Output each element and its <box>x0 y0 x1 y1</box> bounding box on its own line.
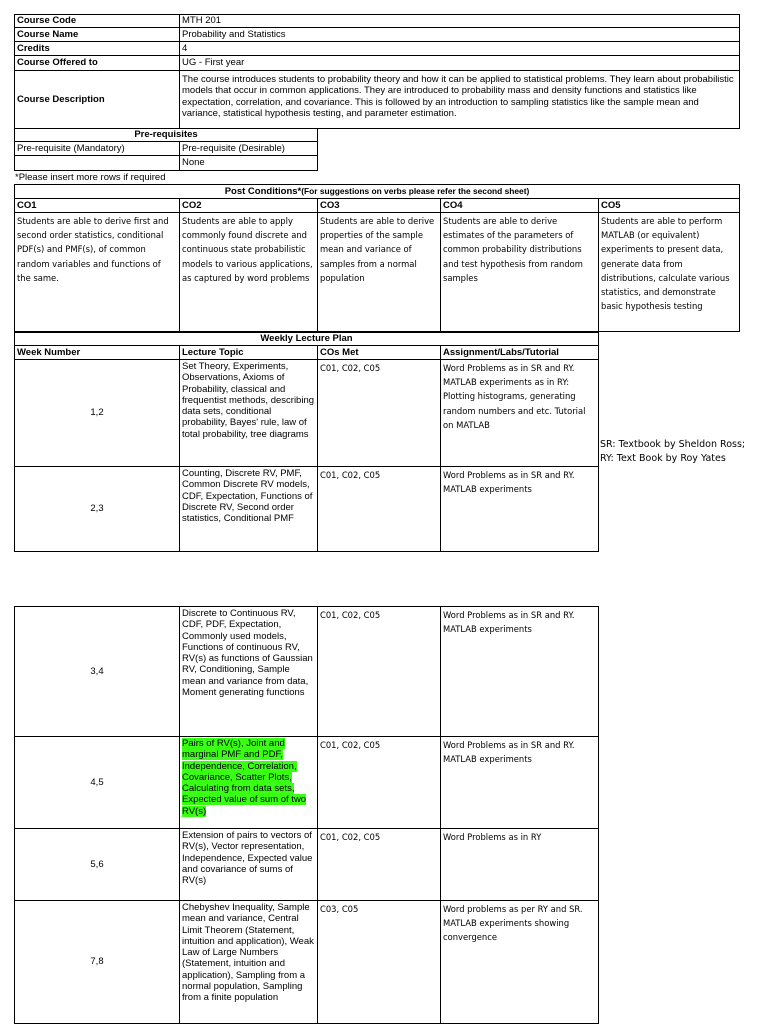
table-row-topic: Discrete to Continuous RV, CDF, PDF, Expectation, Commonly used models, Functions of continuous RV, RV(s) as functions of Gaussian RV, Conditioning, Sample mean and variance from data, Moment generating functions <box>179 606 318 737</box>
table-row-week: 3,4 <box>14 606 180 737</box>
table-row-week: 7,8 <box>14 900 180 1024</box>
co1-header: CO1 <box>14 198 180 213</box>
prereq-mandatory-label: Pre-requisite (Mandatory) <box>14 141 180 156</box>
course-description-value: The course introduces students to probability theory and how it can be applied to statistical problems. They learn about probabilistic models that occur in common applications. They are introduced to probability mass and density functions and statistics like expectation, correlation, and covariance. This is followed by an introduction to sampling statistics like the sample mean and variance, statistical hypothesis testing, and parameter estimation. <box>179 70 740 129</box>
prereq-heading: Pre-requisites <box>14 128 318 142</box>
table-row-assignment: Word Problems as in SR and RY. MATLAB experiments <box>440 606 599 737</box>
offered-to-value: UG - First year <box>179 55 740 71</box>
co5-text: Students are able to perform MATLAB (or equivalent) experiments to present data, generate data from distributions, calculate various statistics, and demonstrate basic hypothesis testing <box>598 212 740 332</box>
table-row-assignment: Word Problems as in RY <box>440 828 599 901</box>
lecture-plan-heading: Weekly Lecture Plan <box>14 332 599 346</box>
cos-met-header: COs Met <box>317 345 441 360</box>
table-row-week: 2,3 <box>14 466 180 552</box>
co2-text: Students are able to apply commonly found discrete and continuous state probabilistic models to various applications, as captured by word problems <box>179 212 318 332</box>
table-row-topic: Counting, Discrete RV, PMF, Common Discrete RV models, CDF, Expectation, Functions of Discrete RV, Second order statistics, Conditional PMF <box>179 466 318 552</box>
table-row-week: 1,2 <box>14 359 180 467</box>
co3-header: CO3 <box>317 198 441 213</box>
table-row-cos: C03, C05 <box>317 900 441 1024</box>
prereq-desirable-value: None <box>179 155 318 171</box>
table-row-topic: Chebyshev Inequality, Sample mean and variance, Central Limit Theorem (Statement, intuition and application), Weak Law of Large Numbers (Statement, intuition and application), Sampling from a normal population, Sampling from a finite population <box>179 900 318 1024</box>
table-row-cos: C01, C02, C05 <box>317 828 441 901</box>
table-row-assignment: Word problems as per RY and SR. MATLAB experiments showing convergence <box>440 900 599 1024</box>
course-name-value: Probability and Statistics <box>179 27 740 42</box>
post-conditions-heading: Post Conditions* <box>224 185 302 197</box>
table-row-cos: C01, C02, C05 <box>317 736 441 829</box>
co4-text: Students are able to derive estimates of the parameters of common probability distributions and test hypothesis from random samples <box>440 212 599 332</box>
post-conditions-heading-cell <box>14 184 740 199</box>
co1-text: Students are able to derive first and second order statistics, conditional PDF(s) and PMF(s), of common random variables and functions of the same. <box>14 212 180 332</box>
lecture-topic-header: Lecture Topic <box>179 345 318 360</box>
textbook-side-note: SR: Textbook by Sheldon Ross; RY: Text Book by Roy Yates <box>600 439 746 465</box>
prereq-mandatory-value <box>14 155 180 171</box>
table-row-week: 5,6 <box>14 828 180 901</box>
co4-header: CO4 <box>440 198 599 213</box>
assignment-header: Assignment/Labs/Tutorial <box>440 345 599 360</box>
prereq-desirable-label: Pre-requisite (Desirable) <box>179 141 318 156</box>
table-row-topic: Extension of pairs to vectors of RV(s), Vector representation, Independence, Expected value and covariance of sums of RV(s) <box>179 828 318 901</box>
course-description-label: Course Description <box>14 70 180 129</box>
table-row-cos: C01, C02, C05 <box>317 466 441 552</box>
table-row-assignment: Word Problems as in SR and RY. MATLAB experiments as in RY: Plotting histograms, generating random numbers and etc. Tutorial on MATLAB <box>440 359 599 467</box>
course-name-label: Course Name <box>14 27 180 42</box>
table-row-assignment: Word Problems as in SR and RY. MATLAB experiments <box>440 736 599 829</box>
co3-text: Students are able to derive properties of the sample mean and variance of samples from a normal population <box>317 212 441 332</box>
course-code-value: MTH 201 <box>179 14 740 28</box>
course-code-label: Course Code <box>14 14 180 28</box>
credits-label: Credits <box>14 41 180 56</box>
highlighted-topic-text: Pairs of RV(s), Joint and marginal PMF and PDF, Independence, Correlation, Covariance, Scatter Plots, Calculating from data sets, Expected value of sum of two RV(s) <box>182 738 307 817</box>
offered-to-label: Course Offered to <box>14 55 180 71</box>
table-row-week: 4,5 <box>14 736 180 829</box>
co2-header: CO2 <box>179 198 318 213</box>
post-conditions-note: (For suggestions on verbs please refer the second sheet) <box>301 185 530 196</box>
week-number-header: Week Number <box>14 345 180 360</box>
table-row-cos: C01, C02, C05 <box>317 359 441 467</box>
table-row-topic: Set Theory, Experiments, Observations, Axioms of Probability, classical and frequentist methods, describing data sets, conditional probability, Bayes' rule, law of total probability, tree diagrams <box>179 359 318 467</box>
insert-rows-note: *Please insert more rows if required <box>15 172 166 183</box>
table-row-cos: C01, C02, C05 <box>317 606 441 737</box>
table-row-assignment: Word Problems as in SR and RY. MATLAB experiments <box>440 466 599 552</box>
co5-header: CO5 <box>598 198 740 213</box>
table-row-topic-highlighted <box>179 736 318 829</box>
credits-value: 4 <box>179 41 740 56</box>
